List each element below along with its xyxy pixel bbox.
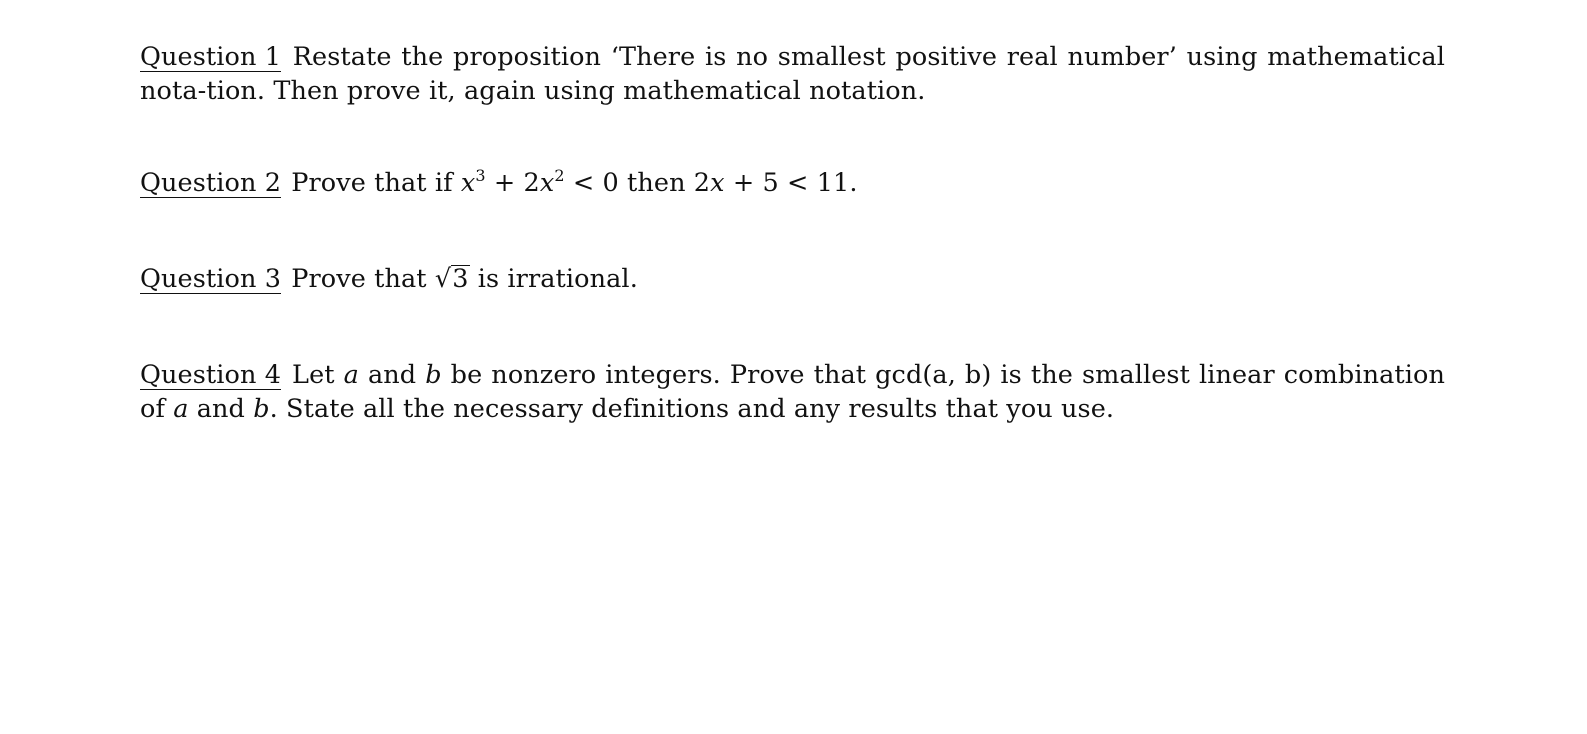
math-variable-x: x [710, 168, 725, 198]
question-3-text-end: is irrational. [469, 264, 638, 294]
question-3-text-start: Prove that [291, 264, 435, 294]
math-inequality-end: + 5 < 11. [724, 168, 858, 198]
math-variable-b: b [425, 360, 442, 390]
question-4-text-5: . State all the necessary definitions and any results that you use. [269, 394, 1115, 424]
square-root-expression [435, 262, 470, 296]
square-root-radicand: 3 [452, 264, 469, 294]
question-1-text: Restate the proposition ‘There is no smallest positive real number’ using mathematical nota-tion. Then prove it, again using mathematical notation. [140, 42, 1445, 106]
square-root-icon: √ [434, 264, 452, 294]
document-page [140, 40, 1445, 424]
question-1-label: Question 1 [140, 42, 282, 72]
math-exponent-3: 3 [475, 166, 486, 185]
question-4-text-2: and [358, 360, 426, 390]
math-variable-x: x [539, 168, 555, 198]
math-exponent-2: 2 [554, 166, 565, 185]
question-3 [140, 262, 1445, 296]
question-4 [140, 358, 1445, 426]
question-4-text-1: Let [292, 360, 344, 390]
math-plus-2: + 2 [485, 168, 540, 198]
question-3-label: Question 3 [140, 264, 282, 294]
question-4-text-4: and [188, 394, 254, 424]
math-inequality-then: < 0 then 2 [564, 168, 711, 198]
math-variable-a: a [173, 394, 189, 424]
question-2-text-start: Prove that if [291, 168, 461, 198]
question-2-label: Question 2 [140, 168, 282, 198]
math-variable-b: b [253, 394, 270, 424]
question-1 [140, 40, 1445, 108]
question-4-label: Question 4 [140, 360, 282, 390]
math-variable-x: x [460, 168, 476, 198]
math-variable-a: a [343, 360, 359, 390]
question-4-text-3: be nonzero integers. Prove that gcd(a, b) is the smallest linear combination of [140, 360, 1445, 424]
question-2 [140, 166, 1445, 200]
